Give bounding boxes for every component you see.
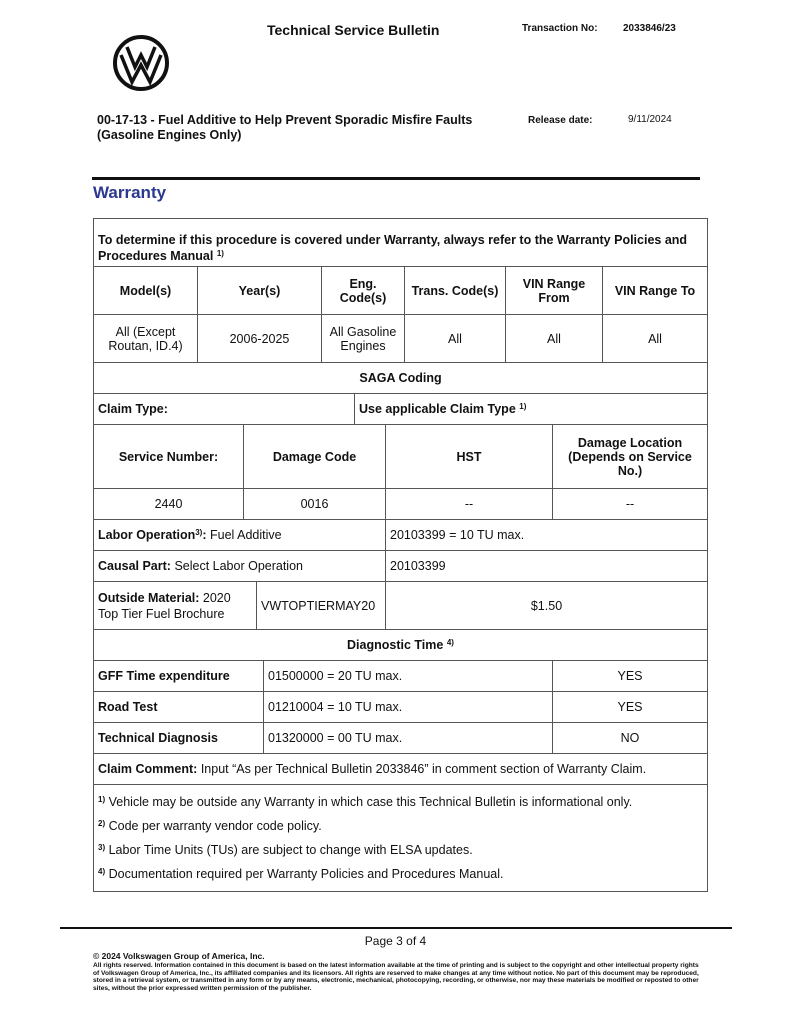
coverage-table — [93, 218, 708, 363]
saga-coding-title: SAGA Coding — [94, 363, 708, 394]
service-table — [93, 424, 708, 520]
labor-operation-label: Labor Operation — [98, 528, 196, 542]
footnote-4 — [98, 867, 703, 891]
diag-code-gff: 01500000 = 20 TU max. — [264, 661, 553, 692]
labor-operation-value: Fuel Additive — [210, 528, 282, 542]
diagnostic-table — [93, 629, 708, 754]
outside-material-table — [93, 581, 708, 630]
col-header-hst: HST — [386, 425, 553, 489]
vw-logo-icon — [112, 34, 170, 92]
claim-comment-label: Claim Comment: — [98, 762, 198, 776]
labor-table — [93, 519, 708, 582]
diag-value-tech-diagnosis: NO — [553, 723, 708, 754]
cell-damage-location: -- — [553, 489, 708, 520]
outside-material-value: 2020 Top Tier Fuel Brochure — [98, 590, 231, 621]
col-header-eng-codes: Eng. Code(s) — [322, 267, 405, 315]
legal-notice: All rights reserved. Information contained in this document is based on the latest information available at the time of printing and is subject to the copyright and other intellectual property rights of Volkswagen Group of America, Inc., its affiliated companies and its licensors. All rights are reserved to make changes at any time without notice. No part of this document may be reproduced, stored in a retrieval system, or transmitted in any form or by any means, electronic, mechanical, photocopying, recording, or otherwise, nor may these materials be modified or reposted to other sites, without the prior expressed written permission of the publisher. — [93, 962, 699, 993]
footnote-marker: 3) — [195, 528, 203, 537]
transaction-label: Transaction No: — [522, 23, 598, 34]
page-number: Page 3 of 4 — [364, 934, 427, 948]
footnote-marker: 3) — [98, 843, 106, 852]
diag-label-tech-diagnosis: Technical Diagnosis — [94, 723, 264, 754]
release-date: 9/11/2024 — [628, 114, 672, 125]
footnote-3 — [98, 843, 703, 867]
diag-label-road-test: Road Test — [94, 692, 264, 723]
outside-material-code: VWTOPTIERMAY20 — [257, 582, 386, 630]
claim-comment-value: Input “As per Technical Bulletin 2033846” in comment section of Warranty Claim. — [200, 762, 647, 776]
transaction-number: 2033846/23 — [623, 23, 676, 34]
claim-comment — [94, 754, 708, 785]
col-header-trans-codes: Trans. Code(s) — [405, 267, 506, 315]
footnote-text: Vehicle may be outside any Warranty in which case this Technical Bulletin is informational only. — [108, 795, 633, 809]
cell-eng-codes: All Gasoline Engines — [322, 315, 405, 363]
footnote-text: Code per warranty vendor code policy. — [108, 819, 322, 833]
diag-value-road-test: YES — [553, 692, 708, 723]
col-header-damage-code: Damage Code — [244, 425, 386, 489]
footnote-marker: 4) — [446, 638, 454, 647]
outside-material — [94, 582, 257, 630]
bulletin-header-title: Technical Service Bulletin — [267, 22, 440, 38]
col-header-years: Year(s) — [198, 267, 322, 315]
footnote-marker: 1) — [216, 248, 224, 258]
col-header-models: Model(s) — [94, 267, 198, 315]
cell-models: All (Except Routan, ID.4) — [94, 315, 198, 363]
footnotes — [94, 785, 708, 892]
document-title: 00-17-13 - Fuel Additive to Help Prevent Sporadic Misfire Faults (Gasoline Engines Only) — [97, 113, 473, 142]
outside-material-label: Outside Material: — [98, 590, 200, 605]
cell-hst: -- — [386, 489, 553, 520]
diag-code-road-test: 01210004 = 10 TU max. — [264, 692, 553, 723]
causal-part — [94, 551, 386, 582]
release-date-label: Release date: — [528, 115, 593, 126]
warranty-intro — [94, 219, 708, 267]
labor-operation — [94, 520, 386, 551]
footnote-marker: 2) — [98, 819, 106, 828]
cell-damage-code: 0016 — [244, 489, 386, 520]
cell-years: 2006-2025 — [198, 315, 322, 363]
footnote-marker: 4) — [98, 867, 106, 876]
footnote-text: Labor Time Units (TUs) are subject to change with ELSA updates. — [108, 843, 473, 857]
footnote-marker: 1) — [98, 795, 106, 804]
claim-comment-table — [93, 753, 708, 892]
causal-part-label: Causal Part: — [98, 559, 171, 573]
claim-type-label: Claim Type: — [94, 394, 355, 425]
section-title: Warranty — [93, 183, 167, 202]
col-header-service-number: Service Number: — [94, 425, 244, 489]
cell-service-number: 2440 — [94, 489, 244, 520]
diag-label-gff: GFF Time expenditure — [94, 661, 264, 692]
footnote-marker: 1) — [519, 402, 527, 411]
col-header-vin-from: VIN Range From — [506, 267, 603, 315]
copyright: © 2024 Volkswagen Group of America, Inc. — [93, 951, 265, 961]
col-header-vin-to: VIN Range To — [603, 267, 708, 315]
claim-type-value — [355, 394, 708, 425]
footnote-1 — [98, 795, 703, 819]
warranty-intro-text: To determine if this procedure is covered under Warranty, always refer to the Warranty Policies and Procedures Manual — [98, 232, 688, 263]
claim-type-text: Use applicable Claim Type — [359, 402, 516, 416]
labor-operation-colon: : — [202, 528, 207, 542]
outside-material-price: $1.50 — [386, 582, 708, 630]
diagnostic-time-text: Diagnostic Time — [347, 638, 444, 652]
footnote-2 — [98, 819, 703, 843]
cell-vin-from: All — [506, 315, 603, 363]
footer-divider — [60, 927, 732, 929]
col-header-damage-location: Damage Location (Depends on Service No.) — [553, 425, 708, 489]
cell-vin-to: All — [603, 315, 708, 363]
labor-operation-code: 20103399 = 10 TU max. — [386, 520, 708, 551]
diagnostic-time-title — [94, 630, 708, 661]
cell-trans-codes: All — [405, 315, 506, 363]
causal-part-code: 20103399 — [386, 551, 708, 582]
causal-part-value: Select Labor Operation — [174, 559, 303, 573]
footnote-text: Documentation required per Warranty Policies and Procedures Manual. — [108, 867, 504, 881]
diag-value-gff: YES — [553, 661, 708, 692]
saga-table — [93, 362, 708, 425]
header-divider — [92, 177, 700, 180]
diag-code-tech-diagnosis: 01320000 = 00 TU max. — [264, 723, 553, 754]
